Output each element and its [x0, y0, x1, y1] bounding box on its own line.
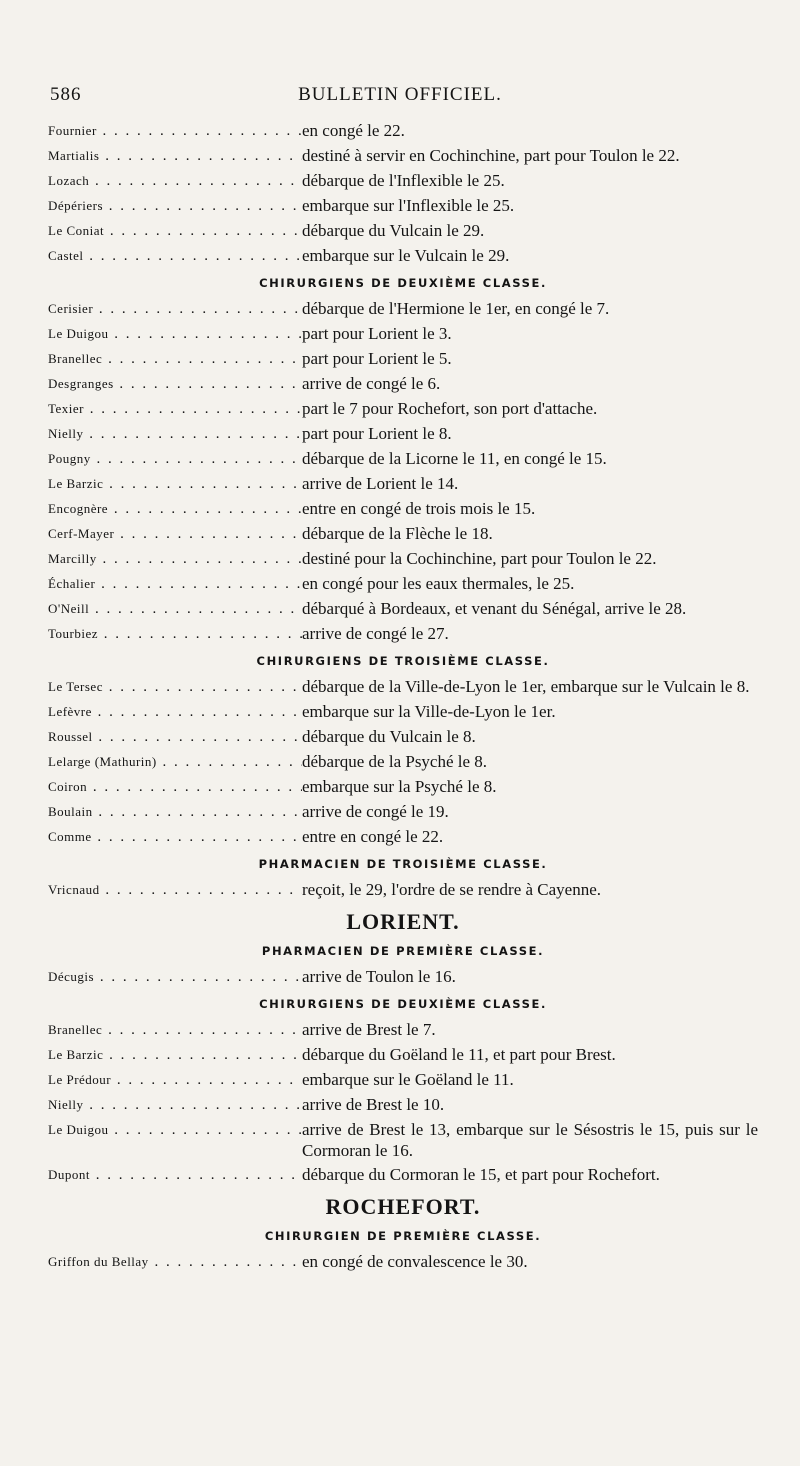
personnel-entry: [48, 523, 758, 545]
personnel-entry: [48, 373, 758, 395]
section-heading: PHARMACIEN DE TROISIÈME CLASSE.: [258, 857, 548, 871]
entry-text: arrive de Brest le 10.: [302, 1095, 445, 1114]
entry-text: embarque sur l'Inflexible le 25.: [302, 196, 515, 215]
entry-name: Encognère . . .: [48, 498, 302, 520]
personnel-entry: [48, 1094, 758, 1116]
page-number: 586: [50, 84, 82, 105]
personnel-entry: [48, 220, 758, 242]
entry-name: Boulain . . .: [48, 801, 302, 823]
entry-text: part le 7 pour Rochefort, son port d'attache.: [302, 399, 598, 418]
personnel-entry: [48, 245, 758, 267]
entry-text: embarque sur la Ville-de-Lyon le 1er.: [302, 702, 556, 721]
entry-name: Cerisier . . .: [48, 298, 302, 320]
personnel-entry: [48, 801, 758, 823]
entry-name: Lelarge (Mathurin) . . .: [48, 751, 302, 773]
personnel-entry: [48, 398, 758, 420]
entry-text: en congé le 22.: [302, 121, 405, 140]
entry-text: part pour Lorient le 5.: [302, 349, 452, 368]
entry-text: débarque de l'Inflexible le 25.: [302, 171, 505, 190]
entry-name: Le Barzic . . .: [48, 473, 302, 495]
entry-name: Échalier . . .: [48, 573, 302, 595]
entry-text: débarque du Vulcain le 8.: [302, 727, 476, 746]
section-heading: CHIRURGIENS DE DEUXIÈME CLASSE.: [259, 997, 547, 1011]
entry-name: Le Barzic . . .: [48, 1044, 302, 1066]
entry-text: embarque sur le Goëland le 11.: [302, 1070, 514, 1089]
section-heading: CHIRURGIEN DE PREMIÈRE CLASSE.: [264, 1229, 542, 1243]
entry-name: Roussel . . .: [48, 726, 302, 748]
entry-text: destiné pour la Cochinchine, part pour Toulon le 22.: [302, 549, 657, 568]
personnel-entry: [48, 1251, 758, 1273]
entry-text: embarque sur la Psyché le 8.: [302, 777, 497, 796]
entry-name: Tourbiez . . .: [48, 623, 302, 645]
entry-name: Dupont . . .: [48, 1164, 302, 1186]
running-title: BULLETIN OFFICIEL.: [298, 84, 502, 105]
entry-name: Martialis . . .: [48, 145, 302, 167]
entry-name: Texier . . .: [48, 398, 302, 420]
personnel-entry: [48, 598, 758, 620]
entry-text: débarque de la Flèche le 18.: [302, 524, 493, 543]
entry-name: Dépériers . . .: [48, 195, 302, 217]
entry-text: débarque de la Ville-de-Lyon le 1er, embarque sur le Vulcain le 8.: [302, 677, 750, 696]
entry-name: Marcilly . . .: [48, 548, 302, 570]
personnel-entry: [48, 448, 758, 470]
entry-name: Le Duigou . . .: [48, 323, 302, 345]
entry-text: arrive de congé le 6.: [302, 374, 441, 393]
entry-text: arrive de Lorient le 14.: [302, 474, 459, 493]
entry-name: Griffon du Bellay . . .: [48, 1251, 302, 1273]
personnel-entry: [48, 1119, 758, 1161]
entry-text: débarque de l'Hermione le 1er, en congé le 7.: [302, 299, 610, 318]
entry-text: entre en congé de trois mois le 15.: [302, 499, 536, 518]
entry-text: en congé de convalescence le 30.: [302, 1252, 528, 1271]
personnel-entry: [48, 548, 758, 570]
city-heading: LORIENT.: [346, 909, 460, 934]
entry-name: Lefèvre . . .: [48, 701, 302, 723]
entry-text: débarque du Vulcain le 29.: [302, 221, 485, 240]
personnel-entry: [48, 966, 758, 988]
personnel-entry: [48, 348, 758, 370]
entry-name: Coiron . . .: [48, 776, 302, 798]
entry-name: Fournier . . .: [48, 120, 302, 142]
personnel-entry: [48, 120, 758, 142]
entry-name: Le Duigou . . .: [48, 1119, 302, 1141]
personnel-entry: [48, 195, 758, 217]
entry-text: débarque du Goëland le 11, et part pour Brest.: [302, 1045, 616, 1064]
entry-name: Comme . . .: [48, 826, 302, 848]
entry-text: arrive de congé le 19.: [302, 802, 449, 821]
entry-name: Castel . . .: [48, 245, 302, 267]
entry-text: part pour Lorient le 8.: [302, 424, 452, 443]
entry-text: entre en congé le 22.: [302, 827, 444, 846]
entry-name: Vricnaud . . .: [48, 879, 302, 901]
page-header: [50, 84, 750, 114]
entry-name: Cerf-Mayer . . .: [48, 523, 302, 545]
entry-text: débarque de la Licorne le 11, en congé le 15.: [302, 449, 607, 468]
personnel-entry: [48, 776, 758, 798]
personnel-entry: [48, 676, 758, 698]
personnel-entry: [48, 726, 758, 748]
city-heading: ROCHEFORT.: [325, 1194, 481, 1219]
section-heading: CHIRURGIENS DE TROISIÈME CLASSE.: [256, 654, 550, 668]
entry-name: O'Neill . . .: [48, 598, 302, 620]
entry-text: arrive de congé le 27.: [302, 624, 449, 643]
personnel-entry: [48, 298, 758, 320]
personnel-entry: [48, 323, 758, 345]
entry-text: en congé pour les eaux thermales, le 25.: [302, 574, 575, 593]
entry-name: Le Coniat . . .: [48, 220, 302, 242]
personnel-entry: [48, 879, 758, 901]
entry-name: Le Tersec . . .: [48, 676, 302, 698]
personnel-entry: [48, 826, 758, 848]
entry-name: Décugis . . .: [48, 966, 302, 988]
entry-text: débarque du Cormoran le 15, et part pour Rochefort.: [302, 1165, 660, 1184]
document-body: [48, 120, 758, 1276]
entry-name: Nielly . . .: [48, 1094, 302, 1116]
personnel-entry: [48, 145, 758, 167]
entry-text: part pour Lorient le 3.: [302, 324, 452, 343]
personnel-entry: [48, 623, 758, 645]
entry-text: arrive de Brest le 13, embarque sur le Sésostris le 15, puis sur le Cormoran le 16.: [302, 1120, 758, 1160]
personnel-entry: [48, 498, 758, 520]
personnel-entry: [48, 1019, 758, 1041]
personnel-entry: [48, 170, 758, 192]
entry-name: Le Prédour . . .: [48, 1069, 302, 1091]
personnel-entry: [48, 473, 758, 495]
entry-text: embarque sur le Vulcain le 29.: [302, 246, 510, 265]
entry-text: reçoit, le 29, l'ordre de se rendre à Cayenne.: [302, 880, 602, 899]
personnel-entry: [48, 1069, 758, 1091]
entry-text: arrive de Brest le 7.: [302, 1020, 436, 1039]
personnel-entry: [48, 1044, 758, 1066]
personnel-entry: [48, 423, 758, 445]
section-heading: CHIRURGIENS DE DEUXIÈME CLASSE.: [259, 276, 547, 290]
entry-text: débarqué à Bordeaux, et venant du Sénégal, arrive le 28.: [302, 599, 687, 618]
personnel-entry: [48, 1164, 758, 1186]
section-heading: PHARMACIEN DE PREMIÈRE CLASSE.: [261, 944, 545, 958]
entry-name: Branellec . . .: [48, 348, 302, 370]
personnel-entry: [48, 751, 758, 773]
entry-name: Desgranges . . .: [48, 373, 302, 395]
personnel-entry: [48, 701, 758, 723]
entry-text: débarque de la Psyché le 8.: [302, 752, 488, 771]
entry-name: Branellec . . .: [48, 1019, 302, 1041]
entry-name: Nielly . . .: [48, 423, 302, 445]
entry-text: destiné à servir en Cochinchine, part pour Toulon le 22.: [302, 146, 680, 165]
personnel-entry: [48, 573, 758, 595]
entry-text: arrive de Toulon le 16.: [302, 967, 456, 986]
entry-name: Pougny . . .: [48, 448, 302, 470]
entry-name: Lozach . . .: [48, 170, 302, 192]
